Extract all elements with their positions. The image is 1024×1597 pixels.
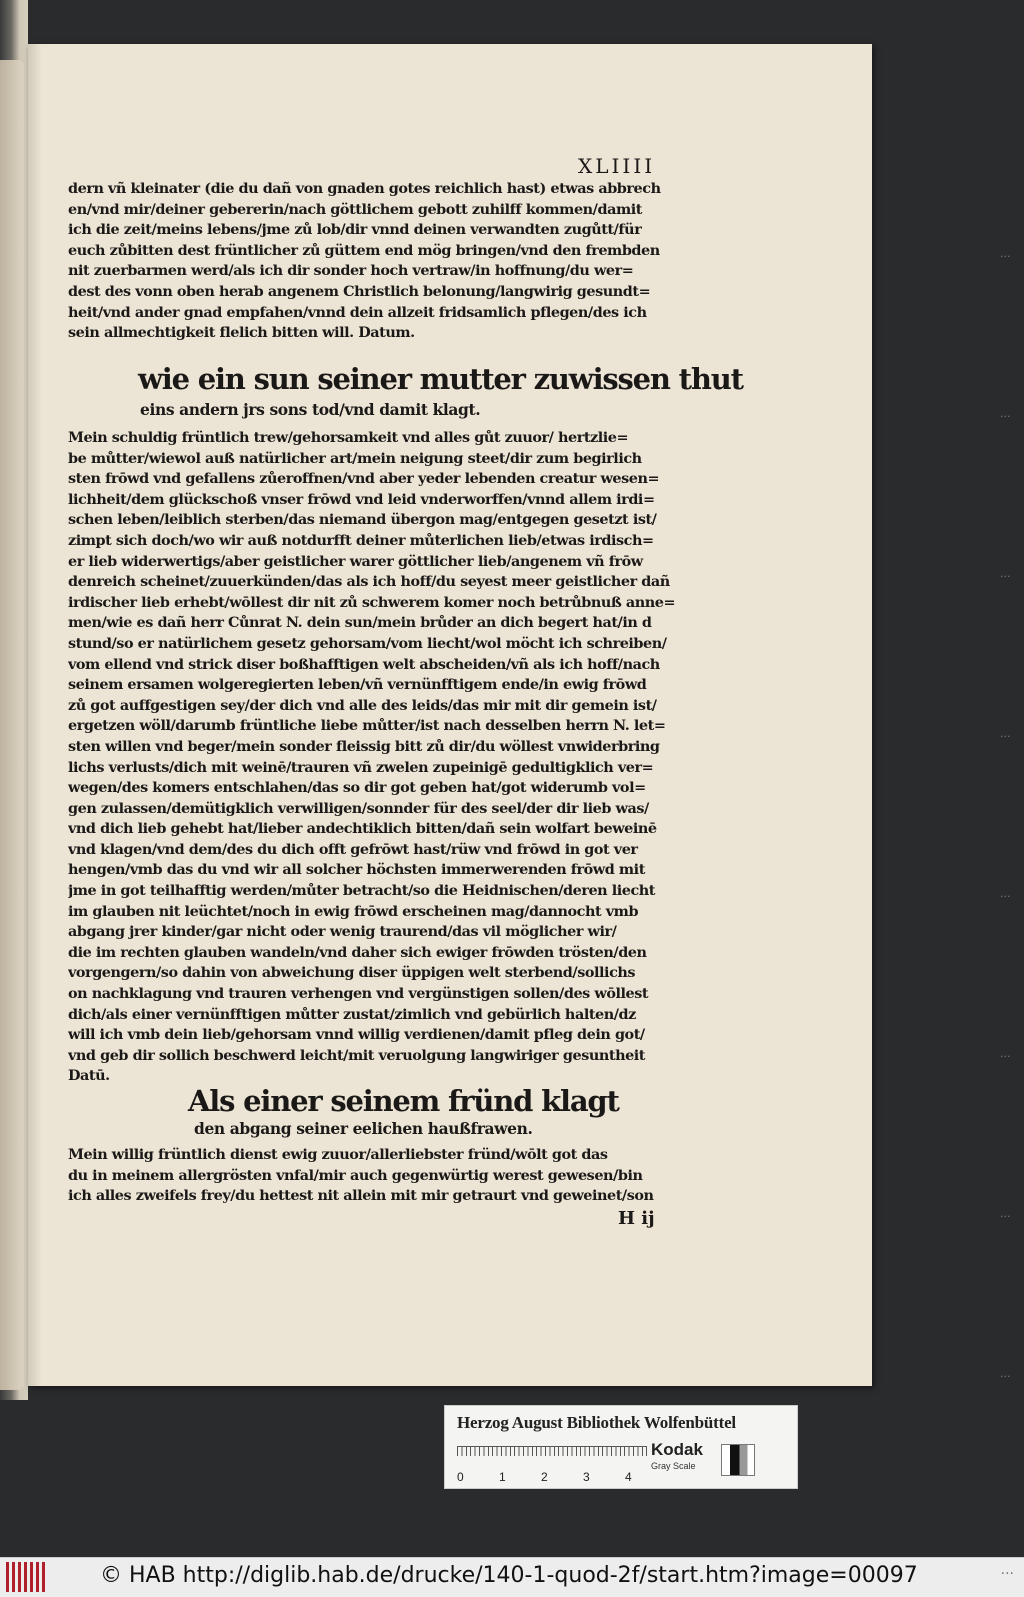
text-line: dich/als einer vernünfftigen můtter zustat/zimlich vnd gebürlich halten/dz (68, 1005, 636, 1023)
subheading-2: den abgang seiner eelichen haußfrawen. (194, 1119, 533, 1138)
library-color-card (444, 1405, 798, 1489)
text-line: abgang jrer kinder/gar nicht oder wenig traurend/das vil möglicher wir/ (68, 923, 617, 941)
text-line: du in meinem allergrösten vnfal/mir auch gegenwürtig werest gewesen/bin (68, 1166, 643, 1184)
text-line: on nachklagung vnd trauren verhengen vnd vergünstigen sollen/des wōllest (68, 985, 649, 1003)
text-line: wegen/des komers entschlahen/das so dir got geben hat/got widerumb vol= (68, 779, 646, 797)
book-page (28, 44, 872, 1386)
text-line: vom ellend vnd strick diser boßhafftigen welt abscheiden/vñ als ich hoff/nach (68, 655, 660, 673)
text-line: zimpt sich doch/wo wir auß notdurfft deiner můterlichen lieb/etwas irdisch= (68, 531, 654, 549)
paragraph-1 (68, 179, 738, 344)
text-line: lichheit/dem glückschoß vnser frōwd vnd leid vnderworffen/vnnd allem irdi= (68, 490, 655, 508)
text-line: men/wie es dañ herr Cůnrat N. dein sun/mein brůder an dich begert hat/in d (68, 614, 652, 632)
paragraph-2 (68, 428, 738, 1087)
text-line: sten frōwd vnd gefallens zůeroffnen/vnd aber yeder lebenden creatur wesen= (68, 470, 660, 488)
book-spine (0, 60, 24, 1390)
text-line: schen leben/leiblich sterben/das niemand übergon mag/entgegen gesetzt ist/ (68, 511, 657, 529)
footer-bar (0, 1557, 1024, 1597)
ruler-number: 1 (499, 1470, 506, 1484)
text-line: en/vnd mir/deiner gebererin/nach göttlichem gebott zuhilff kommen/damit (68, 200, 642, 218)
text-line: seinem ersamen wolgeregierten leben/vñ vernünfftigem ende/in ewig frōwd (68, 676, 647, 694)
text-line: sein allmechtigkeit flelich bitten will. Datum. (68, 324, 415, 342)
text-line: vnd dich lieb gehebt hat/lieber andechtiklich bitten/dañ sein wolfart beweinē (68, 820, 657, 838)
paragraph-3 (68, 1145, 738, 1207)
library-name: Herzog August Bibliothek Wolfenbüttel (457, 1413, 736, 1432)
text-line: die im rechten glauben wandeln/vnd daher sich ewiger frōwden trösten/den (68, 943, 647, 961)
text-line: sten willen vnd beger/mein sonder fleissig bitt zů dir/du wöllest vnwiderbring (68, 737, 660, 755)
kodak-brand: Kodak (651, 1440, 703, 1459)
text-line: nit zuerbarmen werd/als ich dir sonder hoch vertraw/in hoffnung/du wer= (68, 262, 634, 280)
heading-2: Als einer seinem fründ klagt (188, 1084, 619, 1118)
text-line: dest des vonn oben herab angenem Christlich belonung/langwirig gesundt= (68, 282, 651, 300)
text-line: Mein schuldig früntlich trew/gehorsamkeit vnd alles gůt zuuor/ hertzlie= (68, 429, 629, 446)
text-line: vorgengern/so dahin von abweichung diser üppigen welt sterbend/sollichs (68, 964, 636, 982)
gray-scale-label: Gray Scale (651, 1461, 696, 1471)
text-line: heit/vnd ander gnad empfahen/vnnd dein allzeit fridsamlich pflegen/des ich (68, 303, 647, 321)
text-line: stund/so er natürlichem gesetz gehorsam/vom liecht/wol möcht ich schreiben/ (68, 634, 667, 652)
hab-logo-icon (6, 1562, 46, 1592)
ruler-number: 4 (625, 1470, 632, 1484)
text-line: irdischer lieb erhebt/wōllest dir nit zů schwerem komer noch betrůbnuß anne= (68, 593, 676, 611)
text-line: zů got auffgestigen sey/der dich vnd alle des leids/das mir mit dir gemein ist/ (68, 696, 657, 714)
text-line: gen zulassen/demütigklich verwilligen/sonnder für des seel/der dir lieb was/ (68, 799, 649, 817)
text-line: vnd klagen/vnd dem/des du dich offt gefrōwt hast/rüw vnd frōwd in got ver (68, 840, 638, 858)
subheading-1: eins andern jrs sons tod/vnd damit klagt. (140, 400, 481, 419)
margin-marks: ··· ··· ··· ··· ··· ··· ··· ··· (1000, 250, 1011, 1383)
text-line: vnd geb dir sollich beschwerd leicht/mit veruolgung langwiriger gesuntheit (68, 1046, 645, 1064)
ruler-number: 3 (583, 1470, 590, 1484)
text-line: euch zůbitten dest früntlicher zů güttem end mög bringen/vnd den frembden (68, 241, 660, 259)
text-line: ich alles zweifels frey/du hettest nit allein mit mir getraurt vnd geweinet/son (68, 1187, 654, 1205)
signature-mark: H ij (618, 1208, 655, 1229)
ruler-number: 2 (541, 1470, 548, 1484)
text-line: will ich vmb dein lieb/gehorsam vnnd willig verdienen/damit pfleg dein got/ (68, 1026, 645, 1044)
text-line: lichs verlusts/dich mit weinē/trauren vñ zwelen zupeinigē gedultigklich ver= (68, 758, 654, 776)
text-line: ergetzen wöll/darumb früntliche liebe můtter/ist nach desselben herrn N. let= (68, 717, 666, 735)
text-line: Mein willig früntlich dienst ewig zuuor/allerliebster fründ/wōlt got das (68, 1146, 608, 1163)
text-line: be můtter/wiewol auß natürlicher art/mein neigung steet/dir zum begirlich (68, 449, 642, 467)
text-line: denreich scheinet/zuuerkünden/das als ich hoff/du seyest meer geistlicher dañ (68, 573, 670, 591)
text-line: er lieb widerwertigs/aber geistlicher warer göttlicher lieb/angenem vñ frōw (68, 552, 643, 570)
text-line: ich die zeit/meins lebens/jme zů lob/dir vnnd deinen verwandten zugůtt/für (68, 221, 642, 239)
text-line: jme in got teilhafftig werden/můter betracht/so die Heidnischen/deren liecht (68, 882, 656, 900)
text-line: hengen/vmb das du vnd wir all solcher höchsten immerwerenden frōwd mit (68, 861, 645, 879)
heading-1: wie ein sun seiner mutter zuwissen thut (138, 362, 743, 396)
gray-scale-swatch (721, 1444, 755, 1476)
ruler-scale (457, 1446, 647, 1469)
text-line: im glauben nit leüchtet/noch in ewig frōwd erscheinen mag/dannocht vmb (68, 902, 639, 920)
footer-url[interactable]: © HAB http://diglib.hab.de/drucke/140-1-quod-2f/start.htm?image=00097 (100, 1563, 918, 1588)
more-icon: ··· (1000, 1566, 1014, 1582)
ruler-number: 0 (457, 1470, 464, 1484)
folio-number: XLIIII (578, 154, 656, 178)
text-line: dern vñ kleinater (die du dañ von gnaden gotes reichlich hast) etwas abbrech (68, 180, 661, 197)
text-line: Datū. (68, 1067, 110, 1085)
